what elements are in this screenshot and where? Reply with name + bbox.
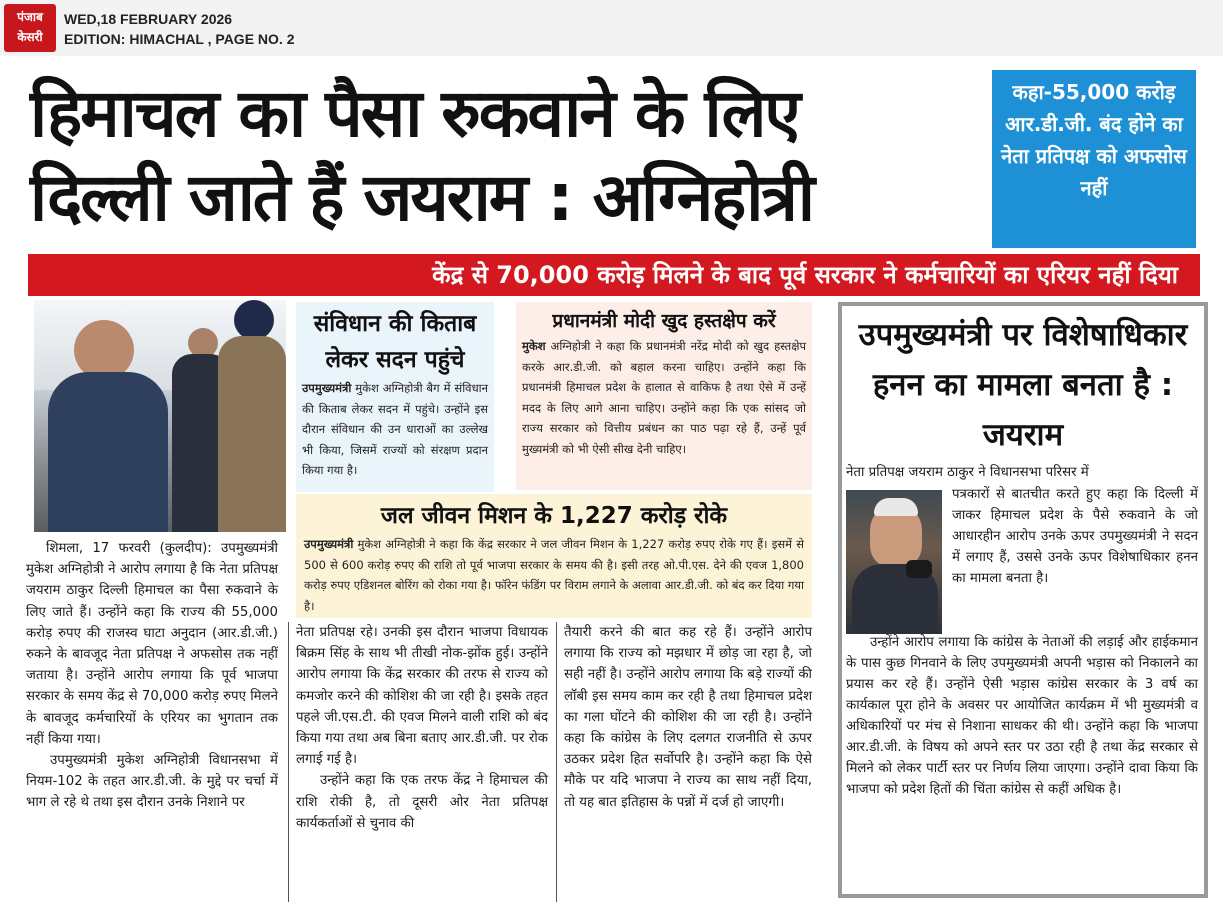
article-paragraph: उपमुख्यमंत्री मुकेश अग्निहोत्री विधानसभा में नियम-102 के तहत आर.डी.जी. के मुद्दे पर चर्चा में भाग ले रहे थे तथा इस दौरान उनके निशाने पर bbox=[26, 753, 278, 811]
masthead-bar bbox=[0, 0, 1223, 56]
article-column-2 bbox=[296, 622, 548, 834]
box-pm-text: अग्निहोत्री ने कहा कि प्रधानमंत्री नरेंद्र मोदी को खुद हस्तक्षेप करके आर.डी.जी. को बहाल करना चाहिए। उन्होंने कहा कि प्रधानमंत्री हिमाचल प्रदेश के हालात से वाकिफ है तथा ऐसे में उन्हें मदद के लिए आगे आना चाहिए। उन्होंने कहा कि एक सांसद जो राज्य सरकार को वित्तीय प्रबंधन का पाठ पढ़ा रहे हैं, उन्हें पूर्व मुख्यमंत्री को भी ऐसी सीख देनी चाहिए। bbox=[522, 339, 806, 456]
edition-info: EDITION: HIMACHAL , PAGE NO. 2 bbox=[64, 31, 295, 47]
box-pm-body bbox=[522, 336, 806, 459]
main-headline bbox=[30, 72, 990, 240]
logo-line-1: पंजाब bbox=[17, 10, 43, 24]
logo-line-2: केसरी bbox=[17, 30, 43, 44]
headline-line-1: हिमाचल का पैसा रुकवाने के लिए bbox=[30, 75, 799, 152]
box-jal-jeevan bbox=[296, 494, 812, 618]
right-story-beside-photo: पत्रकारों से बातचीत करते हुए कहा कि दिल्ली में जाकर हिमाचल प्रदेश के पैसे रुकवाने के जो आधारहीन आरोप उनके ऊपर उपमुख्यमंत्री ने सदन में लगाए हैं, उससे उनके ऊपर विशेषाधिकार हनन का मामला बनता है। bbox=[952, 487, 1198, 586]
box-constitution-title: संविधान की किताब लेकर सदन पहुंचे bbox=[313, 311, 477, 373]
article-paragraph: उन्होंने कहा कि एक तरफ केंद्र ने हिमाचल की राशि रोकी है, तो दूसरी ओर नेता प्रतिपक्ष कार्यकर्ताओं से चुनाव की bbox=[296, 773, 548, 831]
box-pm-title: प्रधानमंत्री मोदी खुद हस्तक्षेप करें bbox=[552, 310, 776, 332]
box-jal-jeevan-body bbox=[304, 534, 804, 616]
deputy-cm-photo bbox=[34, 300, 286, 532]
box-jal-jeevan-lead: उपमुख्यमंत्री bbox=[304, 537, 354, 551]
box-pm-intervene bbox=[516, 302, 812, 490]
jairam-thakur-photo bbox=[846, 490, 942, 634]
issue-date: WED,18 FEBRUARY 2026 bbox=[64, 11, 233, 27]
right-story-intro: नेता प्रतिपक्ष जयराम ठाकुर ने विधानसभा परिसर में bbox=[846, 465, 1089, 480]
box-jal-jeevan-title: जल जीवन मिशन के 1,227 करोड़ रोके bbox=[380, 503, 728, 529]
sub-headline-banner: केंद्र से 70,000 करोड़ मिलने के बाद पूर्व सरकार ने कर्मचारियों का एरियर नहीं दिया bbox=[28, 254, 1200, 296]
box-jal-jeevan-text: मुकेश अग्निहोत्री ने कहा कि केंद्र सरकार ने जल जीवन मिशन के 1,227 करोड़ रुपए रोके गए हैं। इसमें से 500 से 600 करोड़ रुपए की राशि तो पूर्व भाजपा सरकार के समय की है। इसी तरह ओ.पी.एस. देने की एवज 1,800 करोड़ रुपए एडिशनल बोरिंग को रोका गया है। फॉरेन फंडिंग पर विराम लगाने के अलावा आर.डी.जी. को बंद कर दिया गया है। bbox=[304, 537, 804, 613]
article-paragraph: तैयारी करने की बात कह रहे हैं। उन्होंने आरोप लगाया कि राज्य को मझधार में छोड़ जा रहा है, जो सही नहीं है। उन्होंने आरोप लगाया कि बड़े राज्यों की लॉबी इस समय काम कर रही है तथा हिमाचल प्रदेश का गला घोंटने की कोशिश की जा रही है। उन्होंने कहा कि कांग्रेस के लिए दलगत राजनीति से ऊपर उठकर प्रदेश हित सर्वोपरि है। उन्होंने कहा कि ऐसे मौके पर यदि भाजपा ने राज्य का साथ नहीं दिया, तो यह बात इतिहास के पन्नों में दर्ज हो जाएगी। bbox=[564, 625, 812, 810]
box-constitution-lead: उपमुख्यमंत्री bbox=[302, 381, 352, 395]
box-constitution-text: मुकेश अग्निहोत्री बैग में संविधान की किताब लेकर सदन में पहुंचे। उन्होंने इस दौरान संविधान की उन धाराओं का उल्लेख भी किया, जिसमें राज्यों को संरक्षण प्रदान किया गया है। bbox=[302, 381, 488, 477]
article-column-3 bbox=[564, 622, 812, 813]
sidebar-blue-box: कहा-55,000 करोड़ आर.डी.जी. बंद होने का नेता प्रतिपक्ष को अफसोस नहीं bbox=[992, 70, 1196, 248]
article-paragraph: शिमला, 17 फरवरी (कुलदीप): उपमुख्यमंत्री मुकेश अग्निहोत्री ने आरोप लगाया है कि नेता प्रतिपक्ष जयराम ठाकुर दिल्ली हिमाचल का पैसा रुकवाने के लिए जाते हैं। उन्होंने कहा कि राज्य की 55,000 करोड़ रुपए की राजस्व घाटा अनुदान (आर.डी.जी.) रुकने के बावजूद नेता प्रतिपक्ष ने अफसोस तक नहीं जताया है। उन्होंने आरोप लगाया कि पूर्व भाजपा सरकार के समय केंद्र से 70,000 करोड़ रुपए मिलने के बावजूद कर्मचारियों के एरियर का भुगतान तक नहीं किया गया। bbox=[26, 541, 278, 747]
box-constitution-body bbox=[302, 378, 488, 481]
right-story-title: उपमुख्यमंत्री पर विशेषाधिकार हनन का मामला बनता है : जयराम bbox=[858, 317, 1188, 453]
column-divider bbox=[288, 622, 289, 902]
article-paragraph: नेता प्रतिपक्ष रहे। उनकी इस दौरान भाजपा विधायक बिक्रम सिंह के साथ भी तीखी नोक-झोंक हुई। उन्होंने आरोप लगाया कि केंद्र सरकार की तरफ से राज्य को कमजोर करने की कोशिश की जा रही है। इसके तहत पहले जी.एस.टी. की एवज मिलने वाली राशि को बंद किया गया तथा अब बिना बताए आर.डी.जी. पर रोक लगाई गई है। bbox=[296, 625, 548, 768]
edition-meta bbox=[64, 9, 295, 49]
box-constitution bbox=[296, 302, 494, 492]
article-paragraph: उन्होंने आरोप लगाया कि कांग्रेस के नेताओं की लड़ाई और हाईकमान के पास कुछ गिनवाने के लिए उपमुख्यमंत्री अपनी भड़ास को निकालने का प्रयास कर रहे हैं। उन्होंने ऐसी भड़ास कांग्रेस सरकार के 3 वर्ष का कार्यकाल पूरा होने के अवसर पर आयोजित कार्यक्रम में भी मुख्यमंत्री व अधिकारियों पर मंच से निशाना साधकर की थी। उन्होंने कहा कि भाजपा आर.डी.जी. के विषय को अपने स्तर पर उठा रही है तथा केंद्र सरकार से मिलने को लेकर पार्टी स्तर पर निर्णय लिया जाएगा। उन्होंने दावा किया कि भाजपा को प्रदेश हितों की चिंता कांग्रेस से कहीं अधिक है। bbox=[846, 635, 1198, 797]
newspaper-logo[interactable] bbox=[4, 4, 56, 52]
headline-line-2: दिल्ली जाते हैं जयराम : अग्निहोत्री bbox=[30, 159, 813, 236]
article-column-1 bbox=[26, 538, 278, 814]
right-story-body bbox=[846, 632, 1198, 800]
column-divider bbox=[556, 622, 557, 902]
box-pm-lead: मुकेश bbox=[522, 339, 546, 353]
